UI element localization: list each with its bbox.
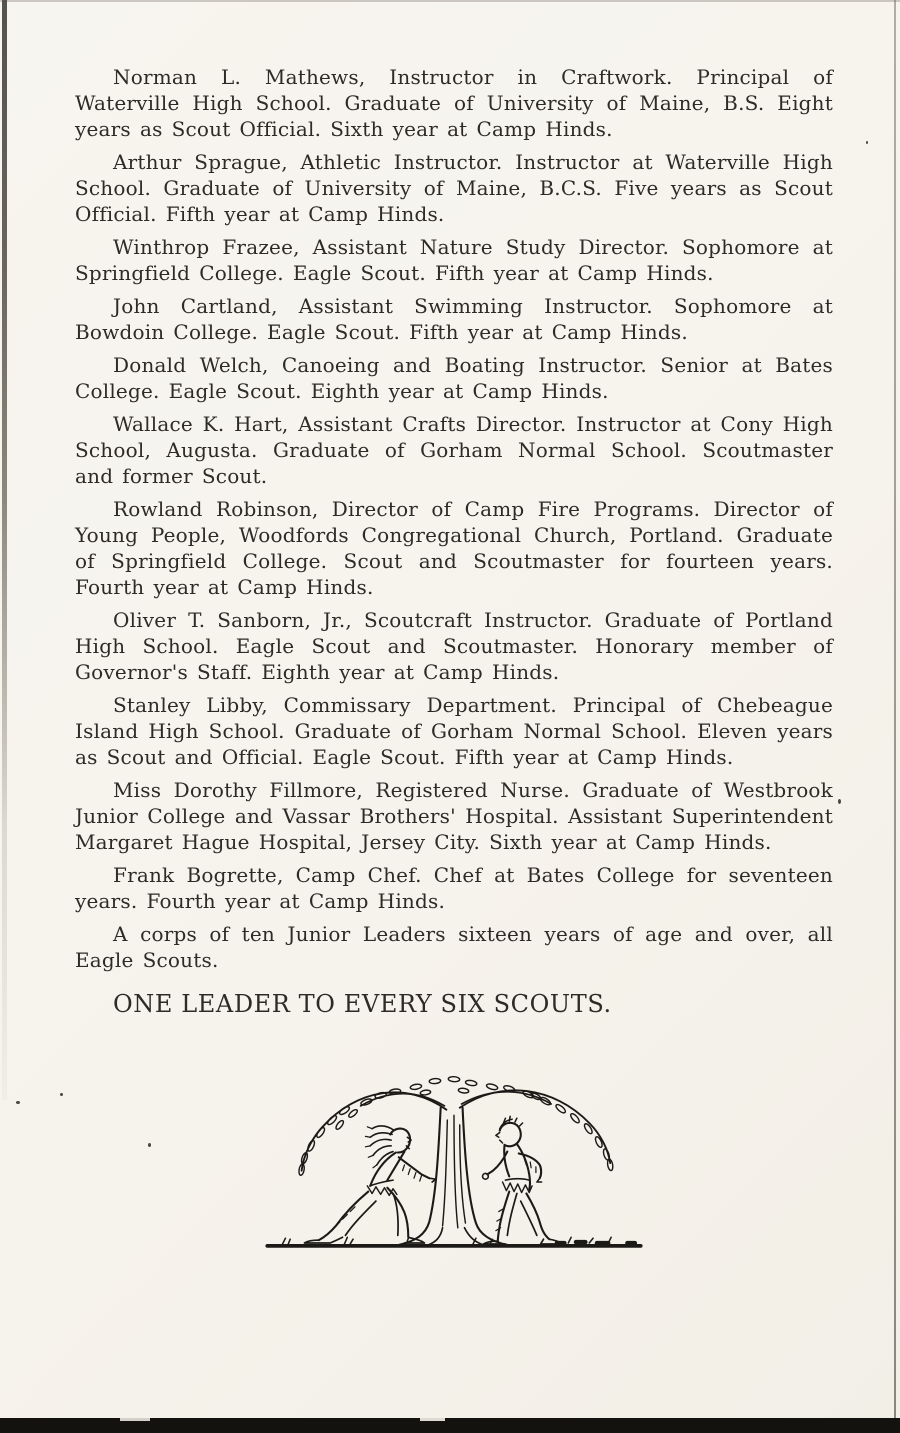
staff-entry: Rowland Robinson, Director of Camp Fire Programs. Director of Young People, Woodfords Congregational Church, Portland. Graduate of Springfield College. Scout and Scoutmaster for fourteen years. Fourth year at Camp Hinds. (75, 497, 833, 599)
staff-entry: Stanley Libby, Commissary Department. Principal of Chebeague Island High School. Graduate of Gorham Normal School. Eleven years as Scout and Official. Eagle Scout. Fifth year at Camp Hinds. (75, 693, 833, 769)
camp-illustration (75, 1067, 833, 1263)
staff-entry: Wallace K. Hart, Assistant Crafts Director. Instructor at Cony High School, Augusta. Graduate of Gorham Normal School. Scoutmaster and former Scout. (75, 412, 833, 488)
staff-entry: Miss Dorothy Fillmore, Registered Nurse. Graduate of Westbrook Junior College and Vassar Brothers' Hospital. Assistant Superintendent Margaret Hague Hospital, Jersey City. Sixth year at Camp Hinds. (75, 778, 833, 854)
indian-scout-figure (304, 1126, 435, 1243)
scan-edge-top (0, 0, 900, 2)
staff-entry: A corps of ten Junior Leaders sixteen years of age and over, all Eagle Scouts. (75, 922, 833, 972)
staff-entry: John Cartland, Assistant Swimming Instructor. Sophomore at Bowdoin College. Eagle Scout. Fifth year at Camp Hinds. (75, 294, 833, 344)
page-body (75, 64, 833, 1263)
scan-speckle (16, 1101, 20, 1104)
scan-speckle (60, 1093, 63, 1096)
boy-scout-figure (483, 1116, 563, 1244)
leaf-cluster-top (410, 1076, 477, 1095)
slogan-text: ONE LEADER TO EVERY SIX SCOUTS. (113, 990, 612, 1018)
leaf-cluster-left (298, 1088, 401, 1175)
staff-entry: Winthrop Frazee, Assistant Nature Study Director. Sophomore at Springfield College. Eagle Scout. Fifth year at Camp Hinds. (75, 235, 833, 285)
scan-edge-left (2, 0, 7, 1100)
scan-speckle (838, 799, 841, 804)
tree (298, 1076, 613, 1245)
scan-edge-right (894, 0, 896, 1433)
staff-entry: Frank Bogrette, Camp Chef. Chef at Bates College for seventeen years. Fourth year at Camp Hinds. (75, 863, 833, 913)
staff-entry: Norman L. Mathews, Instructor in Craftwork. Principal of Waterville High School. Graduate of University of Maine, B.S. Eight years as Scout Official. Sixth year at Camp Hinds. (75, 65, 833, 141)
scan-speckle (866, 141, 868, 144)
scan-edge-bottom (0, 1421, 900, 1433)
staff-entry: Oliver T. Sanborn, Jr., Scoutcraft Instructor. Graduate of Portland High School. Eagle Scout and Scoutmaster. Honorary member of Governor's Staff. Eighth year at Camp Hinds. (75, 608, 833, 684)
staff-entry: Donald Welch, Canoeing and Boating Instructor. Senior at Bates College. Eagle Scout. Eighth year at Camp Hinds. (75, 353, 833, 403)
staff-entry: Arthur Sprague, Athletic Instructor. Instructor at Waterville High School. Graduate of University of Maine, B.C.S. Five years as Scout Official. Fifth year at Camp Hinds. (75, 150, 833, 226)
scouts-stalking-tree-drawing (254, 1067, 654, 1259)
